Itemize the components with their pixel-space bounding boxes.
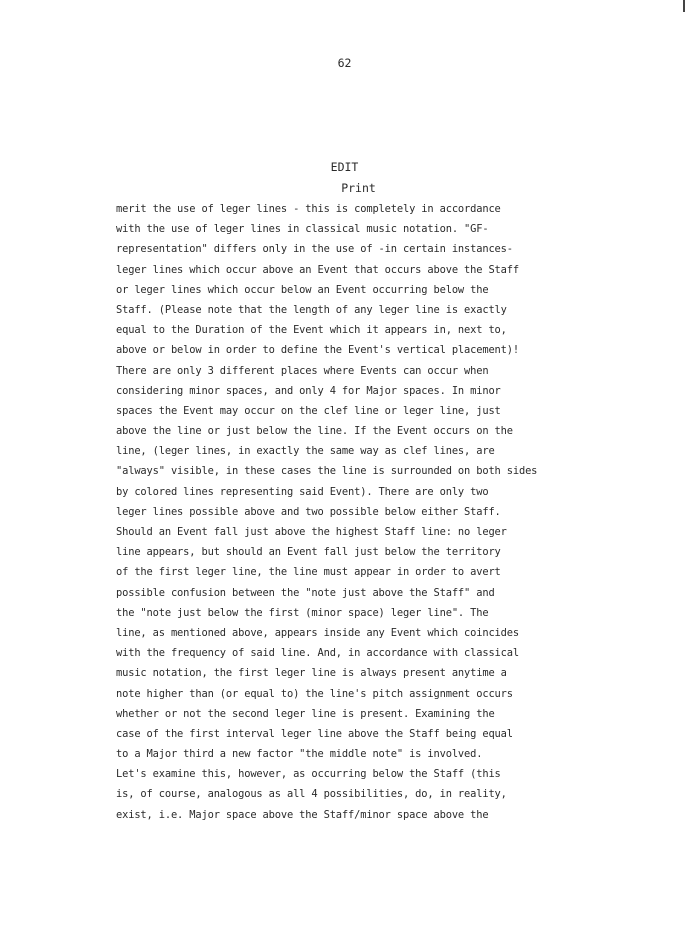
text-line: of the first leger line, the line must appear in order to avert — [116, 566, 501, 579]
text-line: exist, i.e. Major space above the Staff/minor space above the — [116, 808, 489, 821]
text-line: spaces the Event may occur on the clef line or leger line, just — [116, 404, 501, 417]
text-line: considering minor spaces, and only 4 for Major spaces. In minor — [116, 384, 501, 397]
section-subheading: Print — [341, 181, 376, 195]
text-line: leger lines which occur above an Event that occurs above the Staff — [116, 263, 519, 276]
text-line: is, of course, analogous as all 4 possibilities, do, in reality, — [116, 788, 507, 801]
text-line: Let's examine this, however, as occurring below the Staff (this — [116, 768, 501, 781]
text-line: line appears, but should an Event fall just below the territory — [116, 546, 501, 559]
text-line: note higher than (or equal to) the line's pitch assignment occurs — [116, 687, 513, 700]
text-line: with the frequency of said line. And, in accordance with classical — [116, 647, 519, 660]
text-line: above the line or just below the line. If the Event occurs on the — [116, 425, 513, 438]
text-line: Should an Event fall just above the highest Staff line: no leger — [116, 526, 507, 538]
text-line: leger lines possible above and two possible below either Staff. — [116, 505, 501, 518]
text-line: to a Major third a new factor "the middle note" is involved. — [116, 748, 483, 761]
page-number: 62 — [337, 56, 352, 70]
text-line: merit the use of leger lines - this is completely in accordance — [116, 203, 501, 215]
text-line: line, as mentioned above, appears inside any Event which coincides — [116, 626, 519, 639]
text-line: music notation, the first leger line is always present anytime a — [116, 667, 507, 680]
text-line: There are only 3 different places where Events can occur when — [116, 364, 489, 377]
text-line: possible confusion between the "note just above the Staff" and — [116, 586, 495, 599]
margin-mark — [683, 0, 685, 12]
text-line: Staff. (Please note that the length of any leger line is exactly — [116, 303, 507, 316]
text-line: the "note just below the first (minor space) leger line". The — [116, 606, 489, 619]
text-line: case of the first interval leger line above the Staff being equal — [116, 727, 513, 740]
section-heading: EDIT — [330, 160, 359, 174]
text-line: "always" visible, in these cases the line is surrounded on both sides — [116, 465, 538, 478]
text-line: or leger lines which occur below an Event occurring below the — [116, 283, 489, 296]
text-line: with the use of leger lines in classical music notation. "GF- — [116, 223, 489, 236]
text-line: above or below in order to define the Event's vertical placement)! — [116, 344, 519, 357]
text-line: whether or not the second leger line is present. Examining the — [116, 707, 495, 720]
text-line: line, (leger lines, in exactly the same way as clef lines, are — [116, 445, 495, 458]
text-line: representation" differs only in the use of -in certain instances- — [116, 243, 513, 256]
body-text — [116, 199, 586, 825]
text-line: by colored lines representing said Event). There are only two — [116, 485, 489, 498]
text-line: equal to the Duration of the Event which it appears in, next to, — [116, 324, 507, 337]
